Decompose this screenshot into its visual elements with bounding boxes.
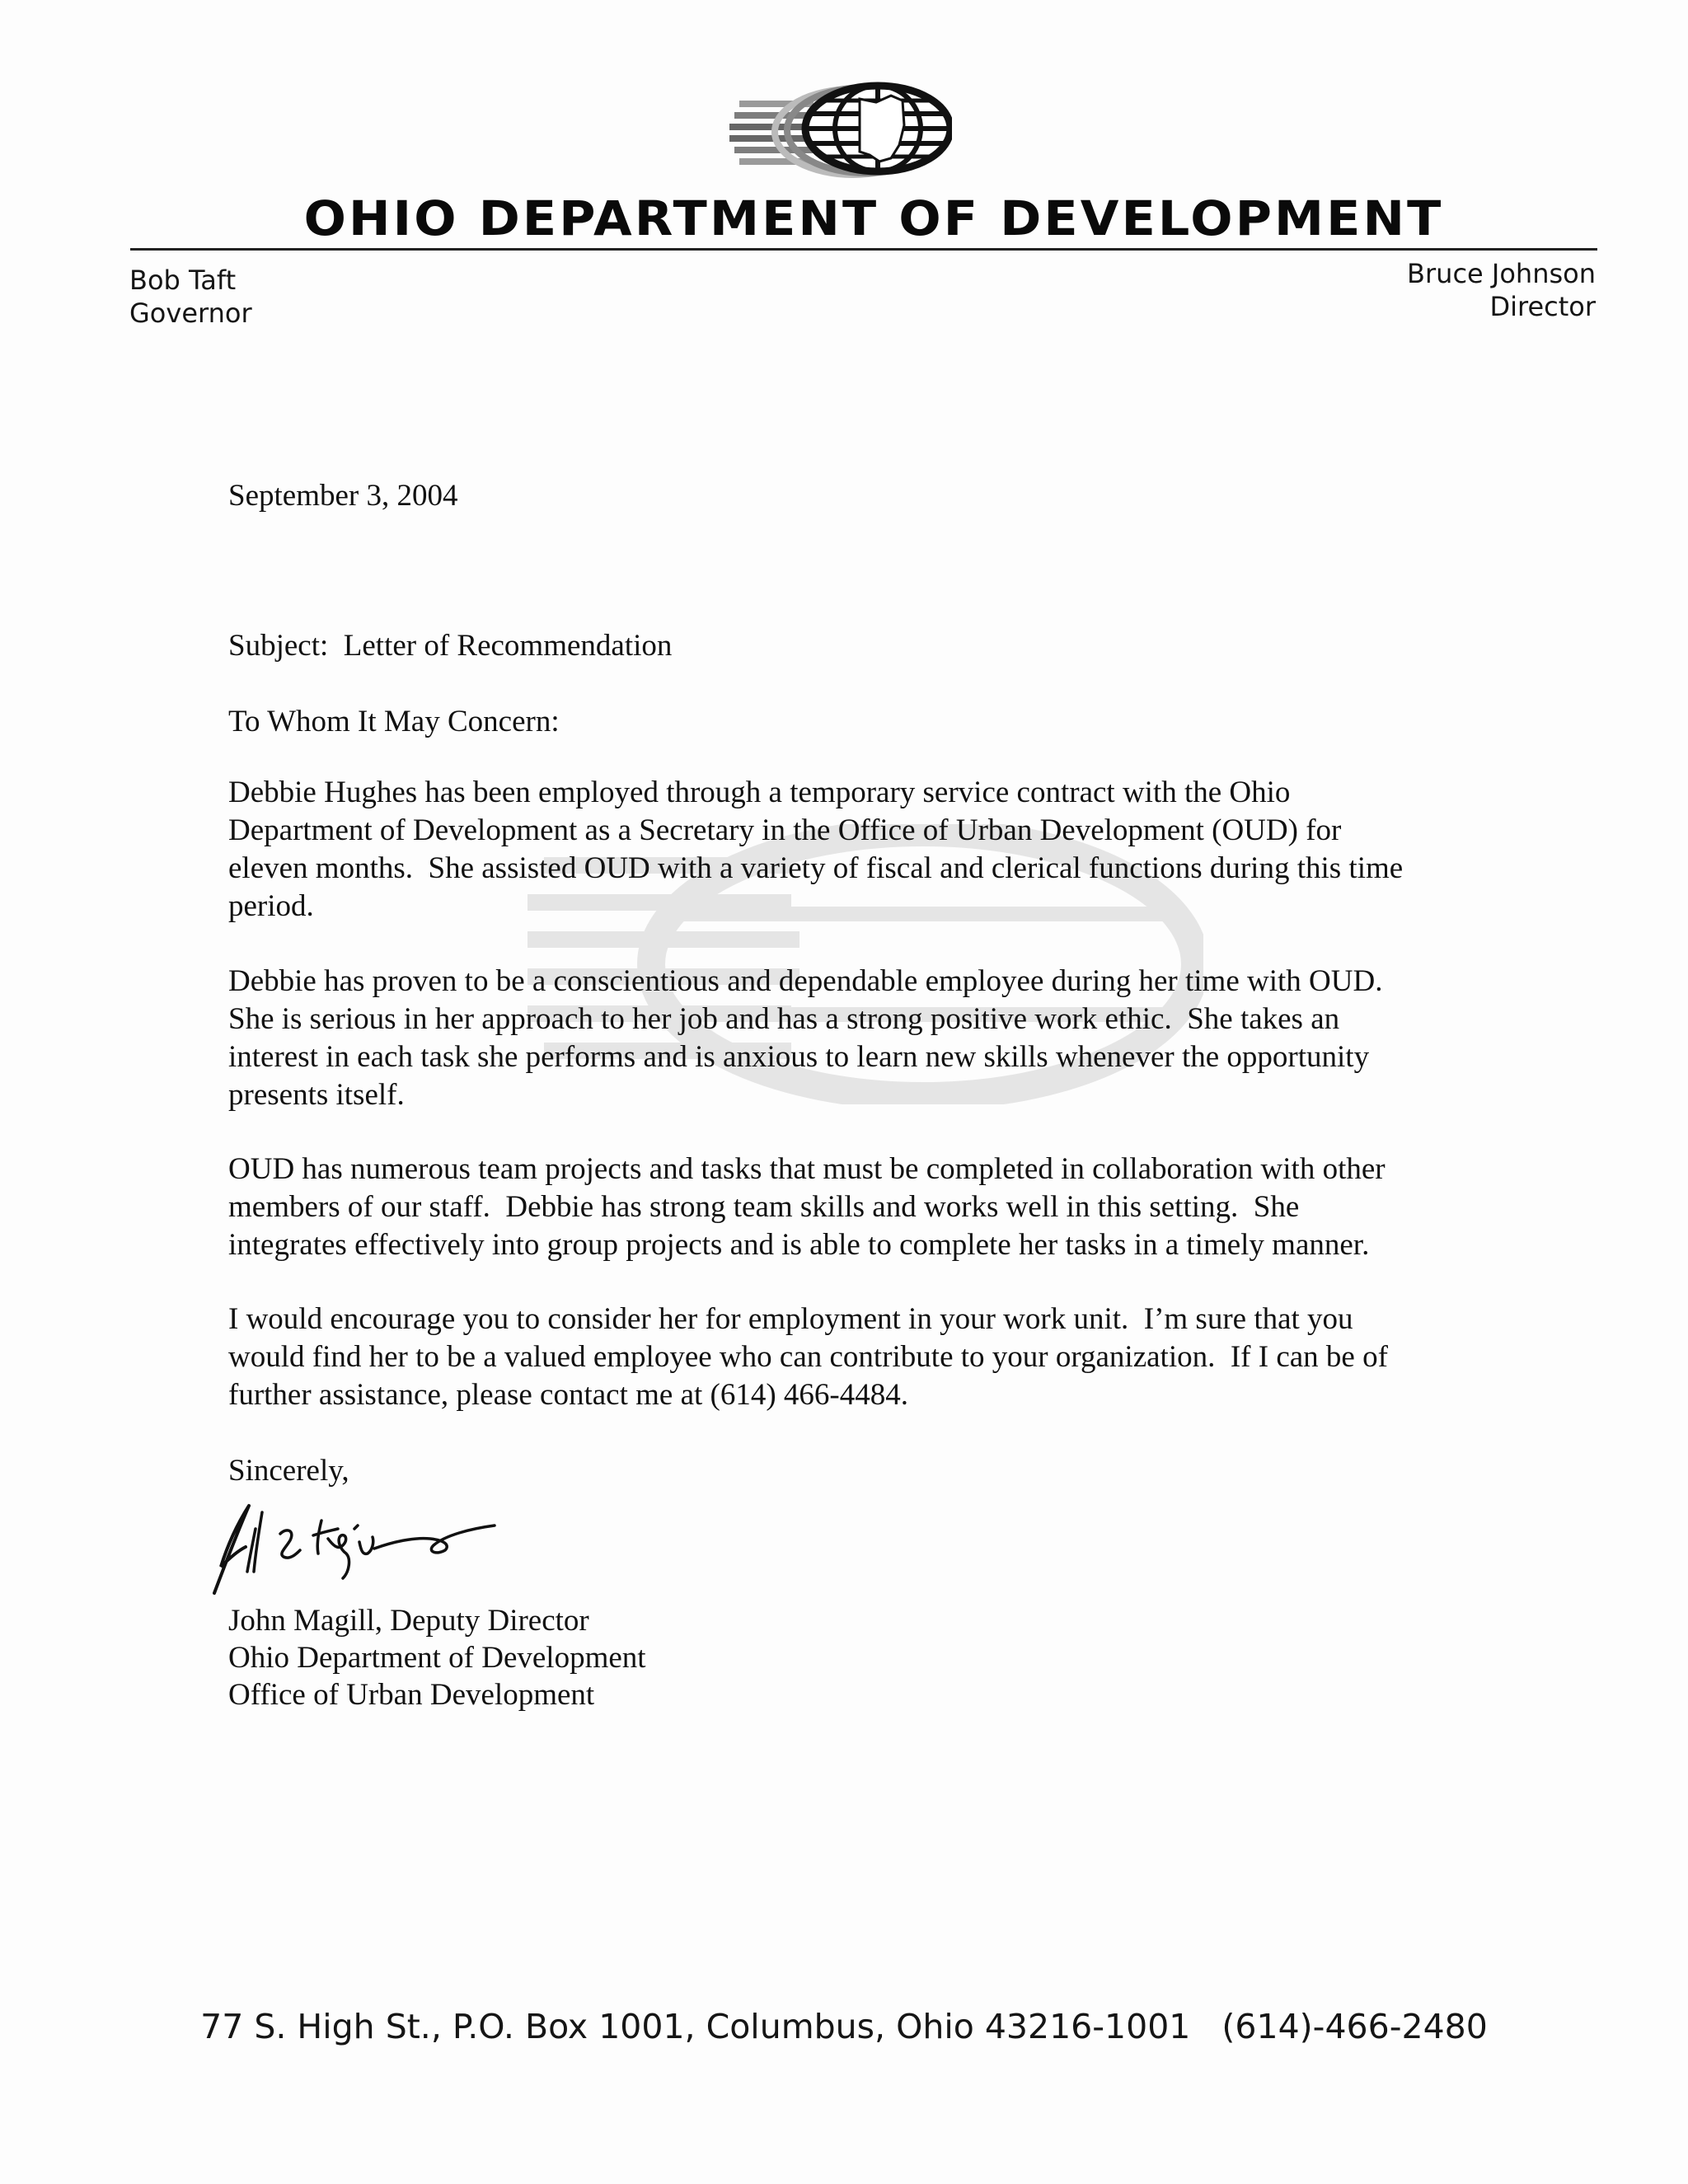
letter-date: September 3, 2004 (228, 479, 458, 513)
paragraph-3 (228, 1151, 1506, 1264)
paragraph-2 (228, 963, 1506, 1114)
handwritten-signature (198, 1496, 511, 1619)
paragraph-line: She is serious in her approach to her job and has a strong positive work ethic. She takes an (228, 1002, 1340, 1036)
paragraph-line: Debbie has proven to be a conscientious and dependable employee during her time with OUD. (228, 964, 1383, 998)
paragraph-line: Debbie Hughes has been employed through a temporary service contract with the Ohio (228, 776, 1291, 809)
paragraph-line: interest in each task she performs and is anxious to learn new skills whenever the opportunity (228, 1040, 1370, 1074)
footer-contact (0, 2004, 1688, 2049)
director-name: Bruce Johnson (1407, 258, 1596, 289)
governor-name: Bob Taft (129, 265, 237, 296)
paragraph-line: integrates effectively into group projects and is able to complete her tasks in a timely manner. (228, 1228, 1370, 1262)
director-title: Director (1489, 291, 1596, 322)
paragraph-line: I would encourage you to consider her for employment in your work unit. I’m sure that you (228, 1302, 1353, 1336)
paragraph-4 (228, 1301, 1506, 1414)
paragraph-line: eleven months. She assisted OUD with a variety of fiscal and clerical functions during this time (228, 851, 1404, 885)
paragraph-line: Department of Development as a Secretary in the Office of Urban Development (OUD) for (228, 813, 1342, 847)
governor-title: Governor (129, 298, 252, 329)
letter-salutation: To Whom It May Concern: (228, 705, 560, 738)
director-block (1407, 257, 1596, 323)
governor-block (129, 264, 252, 330)
paragraph-line: OUD has numerous team projects and tasks that must be completed in collaboration with other (228, 1152, 1386, 1186)
paragraph-line: presents itself. (228, 1078, 405, 1112)
letter-subject: Subject: Letter of Recommendation (228, 629, 673, 663)
paragraph-line: period. (228, 889, 314, 923)
letter-closing: Sincerely, (228, 1454, 349, 1488)
paragraph-1 (228, 774, 1506, 926)
footer-phone: (614)-466-2480 (1221, 2007, 1488, 2046)
ohio-globe-logo-icon (729, 76, 952, 181)
signature-block (228, 1602, 646, 1713)
signer-office: Office of Urban Development (228, 1678, 595, 1712)
paragraph-line: further assistance, please contact me at (614) 466-4484. (228, 1378, 909, 1412)
signer-department: Ohio Department of Development (228, 1641, 646, 1675)
organization-name: OHIO DEPARTMENT OF DEVELOPMENT (303, 190, 1444, 246)
signer-name-title: John Magill, Deputy Director (228, 1604, 589, 1638)
paragraph-line: would find her to be a valued employee who can contribute to your organization. If I can be of (228, 1340, 1388, 1374)
footer-address: 77 S. High St., P.O. Box 1001, Columbus, Ohio 43216-1001 (200, 2007, 1191, 2046)
paragraph-line: members of our staff. Debbie has strong team skills and works well in this setting. She (228, 1190, 1300, 1224)
header-divider (130, 248, 1597, 251)
